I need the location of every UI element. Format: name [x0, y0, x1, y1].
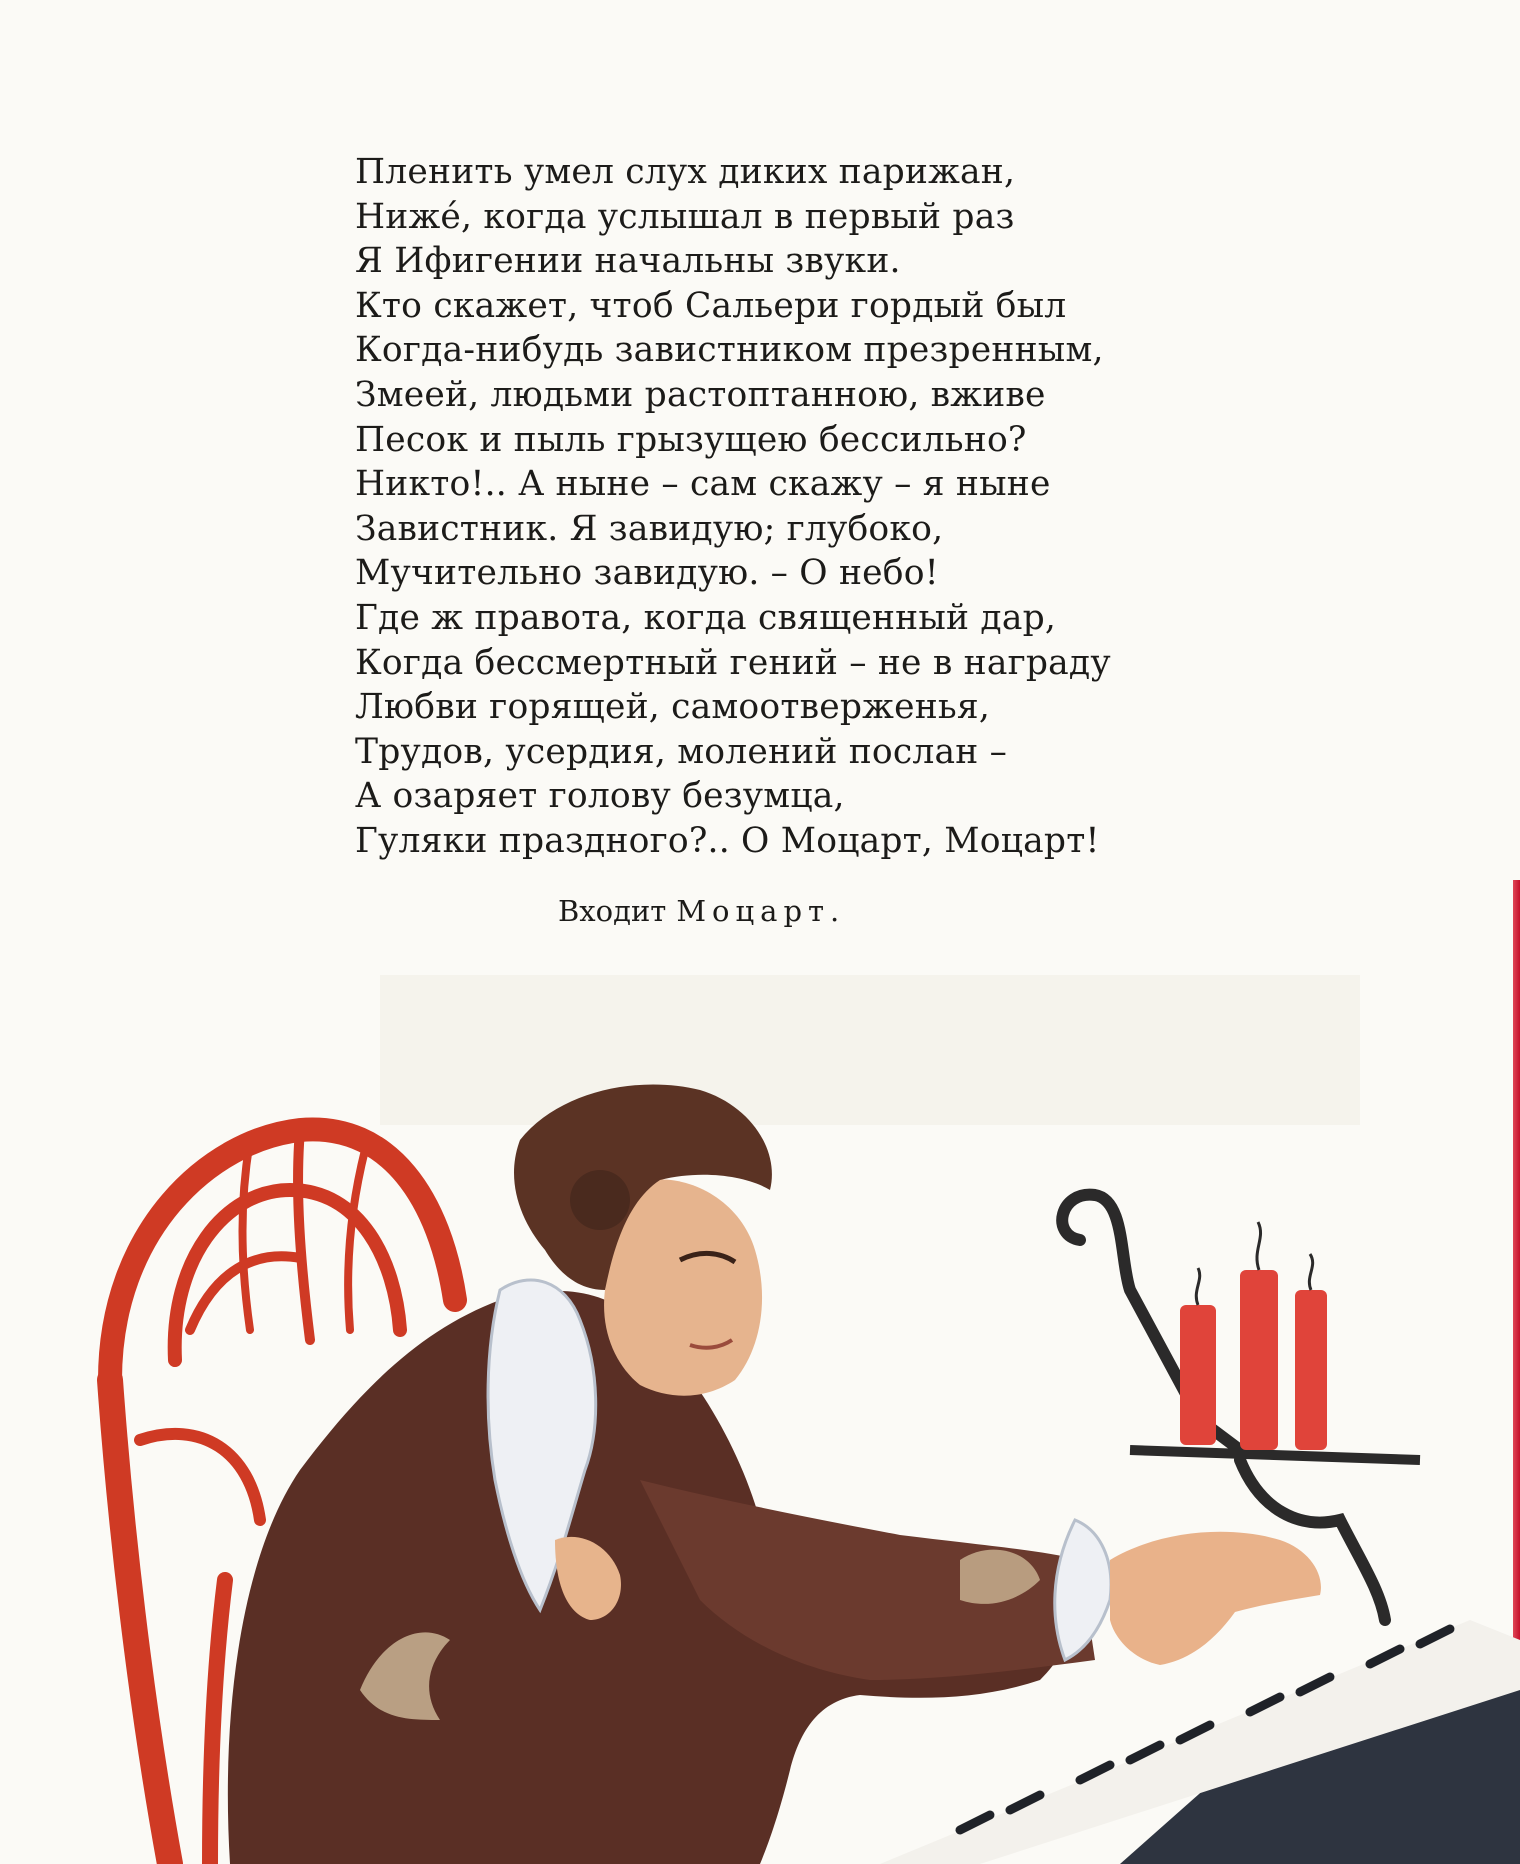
- poem-line: Ниже́, когда услышал в первый раз: [355, 196, 1015, 237]
- hair-curl: [570, 1170, 630, 1230]
- poem-line: Гуляки праздного?.. О Моцарт, Моцарт!: [355, 820, 1100, 861]
- poem-line: Где ж правота, когда священный дар,: [355, 597, 1057, 638]
- poem-line: Я Ифигении начальны звуки.: [355, 241, 901, 282]
- poem-line: Мучительно завидую. – О небо!: [355, 553, 939, 594]
- background-wash: [380, 975, 1360, 1125]
- poem-line: Пленить умел слух диких парижан,: [355, 152, 1016, 192]
- poem-line: Когда бессмертный гений – не в награду: [355, 642, 1111, 683]
- poem-line: Песок и пыль грызущею бессильно?: [355, 419, 1027, 460]
- stage-direction: [558, 894, 845, 928]
- wick: [1309, 1254, 1312, 1290]
- illustration-mozart-at-piano: [0, 960, 1520, 1864]
- poem-line: А озаряет голову безумца,: [355, 776, 845, 817]
- poem-line: Трудов, усердия, молений послан –: [355, 731, 1008, 772]
- poem-text: [355, 150, 1155, 864]
- stage-direction-name: Моцарт.: [676, 894, 846, 928]
- candle: [1180, 1305, 1216, 1445]
- candelabra-arm: [1130, 1450, 1420, 1460]
- stage-direction-verb: Входит: [558, 894, 667, 928]
- poem-line: Кто скажет, чтоб Сальери гордый был: [355, 285, 1067, 326]
- candle: [1295, 1290, 1327, 1450]
- poem-line: Когда-нибудь завистником презренным,: [355, 330, 1104, 371]
- poem-line: Завистник. Я завидую; глубоко,: [355, 508, 944, 549]
- poem-line: Змеей, людьми растоптанною, вживе: [355, 374, 1046, 415]
- lace-cuff: [1055, 1520, 1111, 1660]
- poem-line: Никто!.. А ныне – сам скажу – я ныне: [355, 464, 1051, 505]
- wick: [1196, 1268, 1199, 1305]
- poem-line: Любви горящей, самоотверженья,: [355, 687, 991, 728]
- candle: [1240, 1270, 1278, 1450]
- wick: [1257, 1222, 1261, 1270]
- right-hand: [1110, 1532, 1321, 1665]
